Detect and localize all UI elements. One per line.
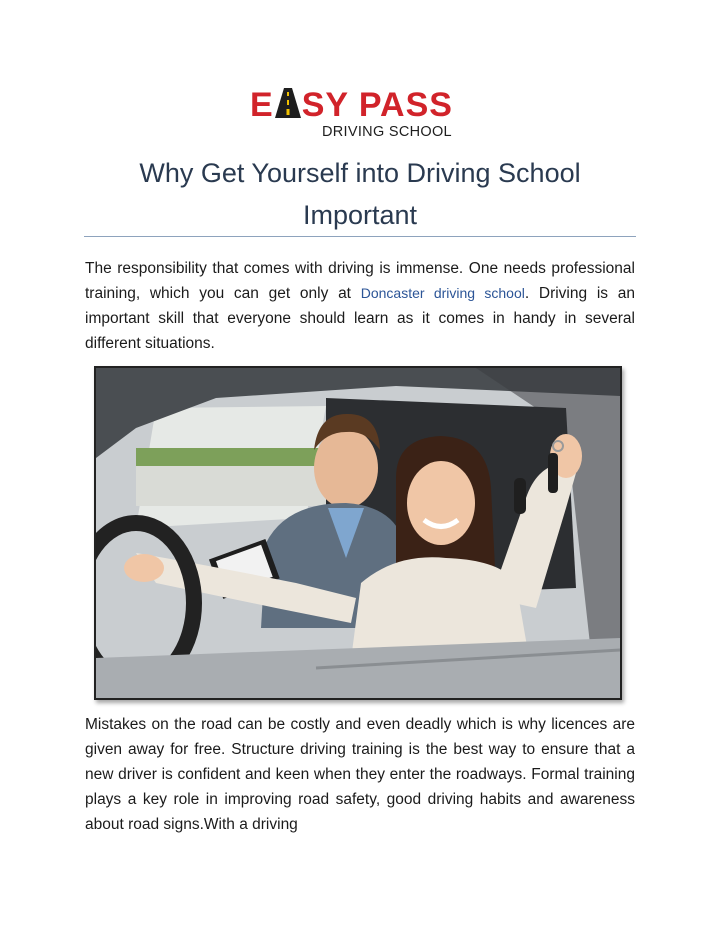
- logo-letter-e: E: [250, 86, 274, 124]
- page-title: [84, 152, 636, 236]
- road-a-icon: [275, 88, 301, 118]
- body-paragraph: Mistakes on the road can be costly and even deadly which is why licences are given away for free. Structure driving training is the best way to ensure that a new driver is confident and keen when they enter the roadways. Formal training plays a key role in improving road safety, good driving habits and awareness about road signs.With a driving: [85, 716, 635, 833]
- doncaster-driving-school-link[interactable]: Doncaster driving school: [360, 285, 525, 301]
- logo-wordmark: [250, 88, 453, 122]
- logo-letters: SY PASS: [301, 86, 453, 124]
- title-divider: [84, 236, 636, 237]
- easy-pass-logo[interactable]: [250, 88, 470, 142]
- title-line-2: Important: [302, 200, 418, 230]
- logo-subtitle: DRIVING SCHOOL: [322, 124, 452, 140]
- intro-text-after: . Driving is an important skill that everyone should learn as it comes in handy in several different situations.: [85, 285, 635, 352]
- intro-paragraph: [85, 256, 635, 356]
- title-line-1: Why Get Yourself into Driving School: [139, 158, 581, 188]
- driving-lesson-photo: [94, 366, 622, 700]
- intro-text-before: The responsibility that comes with driving is immense. One needs professional training, which you can get only at: [85, 260, 635, 302]
